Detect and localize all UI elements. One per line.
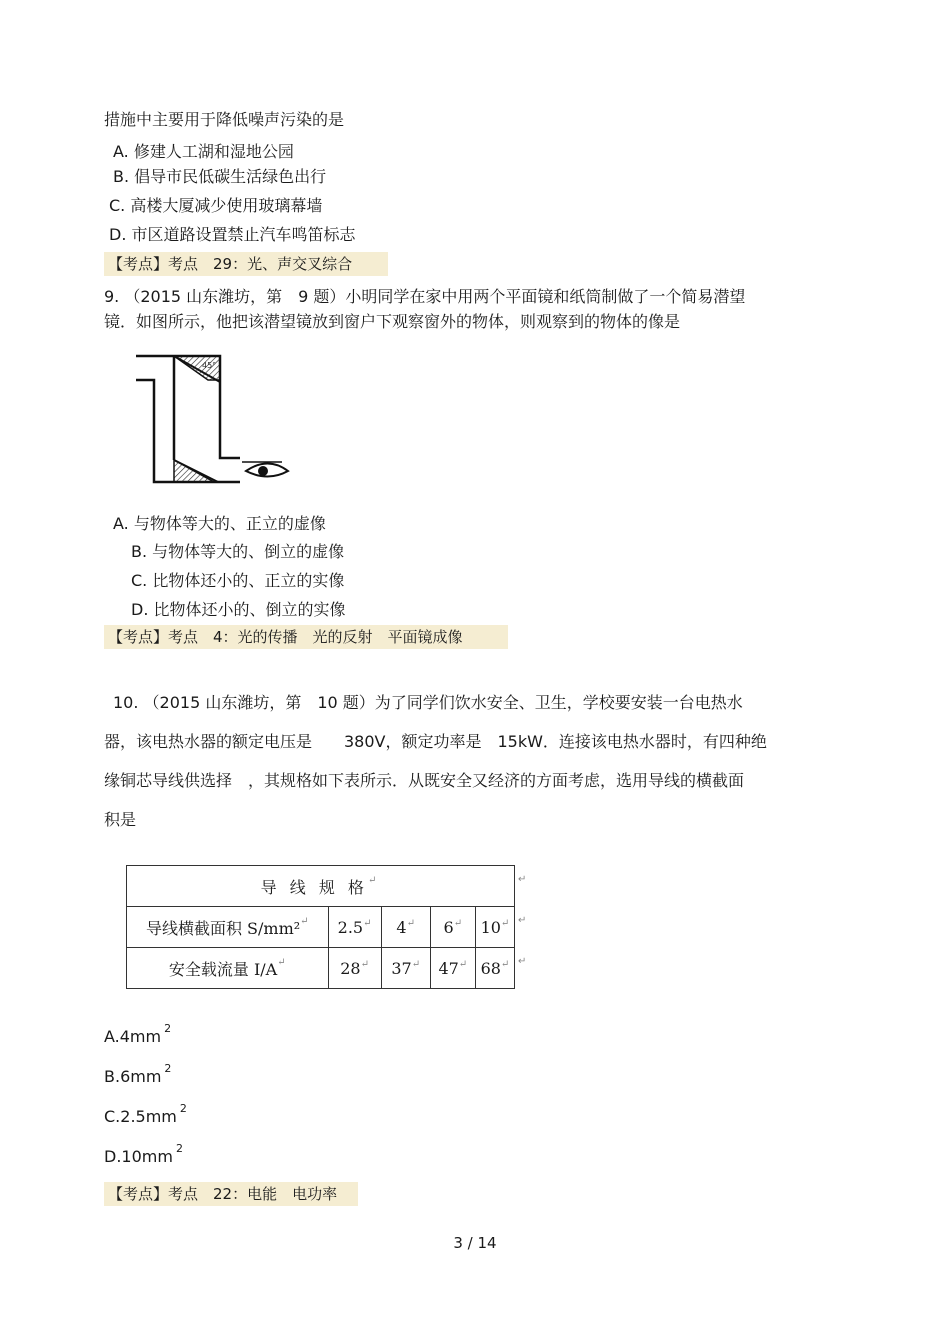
table-cell: 10↵ — [475, 907, 514, 948]
row-end-mark: ↵ — [518, 956, 527, 967]
q9-option-b: B. 与物体等大的、倒立的虚像 — [131, 542, 345, 561]
q9-option-d: D. 比物体还小的、倒立的实像 — [131, 600, 346, 619]
q10-stem-line4: 积是 — [104, 810, 137, 829]
q8-option-d: D. 市区道路设置禁止汽车鸣笛标志 — [109, 225, 356, 244]
eye-icon — [242, 462, 288, 477]
q9-option-a: A. 与物体等大的、正立的虚像 — [113, 514, 326, 533]
q9-kaodian: 【考点】考点 4：光的传播 光的反射 平面镜成像 — [104, 625, 508, 649]
q9-stem-line1: 9. （2015 山东潍坊，第 9 题）小明同学在家中用两个平面镜和纸筒制做了一个简易潜望 — [104, 287, 746, 306]
table-row1-label: 导线横截面积 S/mm²↵ — [127, 907, 329, 948]
periscope-figure — [130, 352, 300, 487]
q10-option-d: D.10mm $^2$ — [104, 1142, 183, 1166]
table-cell: 47↵ — [430, 948, 475, 989]
q8-option-c: C. 高楼大厦减少使用玻璃幕墙 — [109, 196, 323, 215]
tube-inner-wall — [136, 356, 240, 458]
page-number: 3 / 14 — [453, 1234, 497, 1252]
q9-stem-line2: 镜．如图所示，他把该潜望镜放到窗户下观察窗外的物体，则观察到的物体的像是 — [104, 312, 681, 331]
table-title: 导 线 规 格 — [260, 877, 368, 897]
table-title-cell: 导 线 规 格↵ — [127, 866, 515, 907]
angle-label: 45° — [202, 361, 217, 370]
q10-stem-line3: 缘铜芯导线供选择 ，其规格如下表所示．从既安全又经济的方面考虑，选用导线的横截面 — [104, 771, 745, 790]
table-cell: 28↵ — [328, 948, 381, 989]
q10-kaodian: 【考点】考点 22：电能 电功率 — [104, 1182, 358, 1206]
table-cell: 68↵ — [475, 948, 514, 989]
table-cell: 6↵ — [430, 907, 475, 948]
table-row2-label: 安全载流量 I/A↵ — [127, 948, 329, 989]
table-cell: 37↵ — [381, 948, 430, 989]
q8-stem: 措施中主要用于降低噪声污染的是 — [104, 110, 345, 129]
q8-option-b: B. 倡导市民低碳生活绿色出行 — [113, 167, 327, 186]
q10-stem-line2: 器，该电热水器的额定电压是 380V，额定功率是 15kW．连接该电热水器时，有四种绝 — [104, 732, 767, 751]
q8-kaodian: 【考点】考点 29：光、声交叉综合 — [104, 252, 388, 276]
row-end-mark: ↵ — [518, 874, 527, 885]
table-row — [127, 907, 515, 948]
q10-option-a: A.4mm $^2$ — [104, 1022, 172, 1046]
q9-option-c: C. 比物体还小的、正立的实像 — [131, 571, 345, 590]
table-cell: 4↵ — [381, 907, 430, 948]
q10-stem-line1: 10. （2015 山东潍坊，第 10 题）为了同学们饮水安全、卫生，学校要安装一台电热水 — [113, 693, 743, 712]
table-cell: 2.5↵ — [328, 907, 381, 948]
q10-option-c: C.2.5mm $^2$ — [104, 1102, 187, 1126]
q8-option-a: A. 修建人工湖和湿地公园 — [113, 142, 294, 161]
q10-option-b: B.6mm $^2$ — [104, 1062, 172, 1086]
row-end-mark: ↵ — [518, 915, 527, 926]
table-row — [127, 948, 515, 989]
wire-spec-table — [126, 865, 515, 989]
